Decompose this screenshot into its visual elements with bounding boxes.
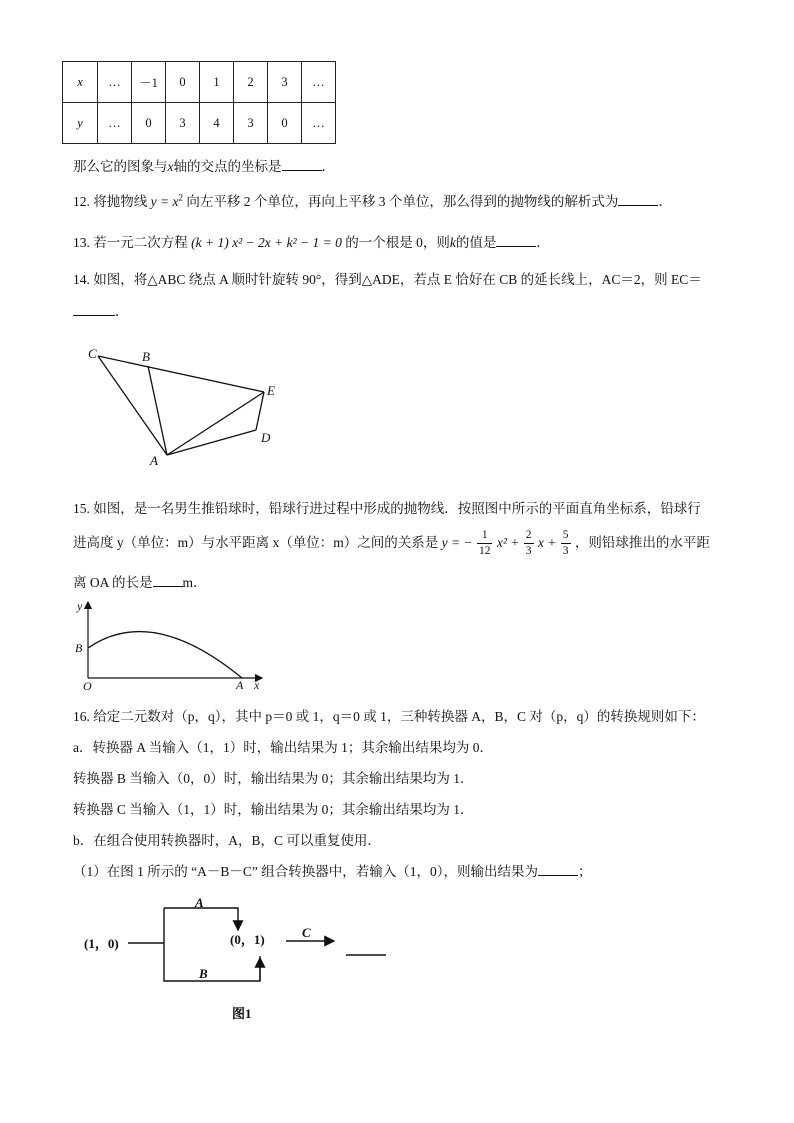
- question-16-rule-a: a．转换器 A 当输入（1，1）时，输出结果为 1；其余输出结果均为 0．: [73, 740, 493, 755]
- converter-figure: [80, 892, 400, 1027]
- table-cell: …: [302, 62, 336, 103]
- question-16-rule-b-note: b．在组合使用转换器时，A，B，C 可以重复使用．: [73, 833, 381, 848]
- answer-blank: [73, 314, 115, 316]
- answer-blank: [496, 245, 536, 247]
- table-cell: 3: [268, 62, 302, 103]
- table-cell: 3: [234, 103, 268, 144]
- table-cell: 0: [268, 103, 302, 144]
- table-header-y: y: [63, 103, 98, 144]
- label-converter-c: C: [302, 925, 311, 940]
- table-cell: －1: [132, 62, 166, 103]
- question-15-line1: 15. 如图，是一名男生推铅球时，铅球行进过程中形成的抛物线．按照图中所示的平面直角坐标系，铅球行: [73, 501, 701, 516]
- question-16-rule-c: 转换器 C 当输入（1，1）时，输出结果为 0；其余输出结果均为 1．: [73, 802, 474, 817]
- table-cell: …: [98, 103, 132, 144]
- table-header-x: x: [63, 62, 98, 103]
- fraction: $\frac{5}{3}$: [562, 528, 569, 558]
- label-x: x: [254, 678, 260, 692]
- fraction: $\frac{1}{12}$: [478, 528, 491, 558]
- segment-ce: [98, 356, 264, 392]
- segment-da: [167, 430, 256, 455]
- table-cell: 4: [200, 103, 234, 144]
- parabola-curve: [88, 632, 242, 678]
- segment-ae: [167, 392, 264, 455]
- question-14-blank-line: ．: [73, 300, 129, 320]
- label-a: A: [150, 453, 158, 468]
- table-cell: 2: [234, 62, 268, 103]
- table-cell: …: [98, 62, 132, 103]
- question-16-part1: （1）在图 1 所示的 “A－B－C” 组合转换器中，若输入（1，0），则输出结果为 ；: [73, 864, 592, 879]
- question-12: 12. 将抛物线 $y = x^2$ 向左平移 2 个单位，再向上平移 3 个单位，那么得到的抛物线的解析式为 ．: [73, 192, 672, 209]
- label-converter-a: A: [195, 895, 204, 910]
- table-row-y: [63, 103, 336, 144]
- label-e: E: [267, 383, 275, 398]
- question-13: 13. 若一元二次方程 (k + 1) x² − 2x + k² − 1 = 0 的一个根是 0，则k的值是 ．: [73, 235, 550, 250]
- table-cell: 3: [166, 103, 200, 144]
- label-c: C: [88, 346, 97, 361]
- q11-answer-line: 那么它的图象与x轴的交点的坐标是 ．: [73, 159, 335, 174]
- answer-blank: [153, 585, 183, 587]
- input-pair: (1，0): [84, 936, 119, 951]
- path-a: [164, 908, 238, 930]
- answer-blank: [538, 874, 578, 876]
- question-16-line1: 16. 给定二元数对（p，q），其中 p＝0 或 1，q＝0 或 1，三种转换器 A，B，C 对（p，q）的转换规则如下：: [73, 709, 705, 724]
- question-16-rule-b: 转换器 B 当输入（0，0）时，输出结果为 0；其余输出结果均为 1．: [73, 771, 474, 786]
- label-b: B: [142, 349, 150, 364]
- table-cell: …: [302, 103, 336, 144]
- figure-caption: 图1: [232, 1006, 252, 1021]
- equation: (k + 1) x² − 2x + k² − 1 = 0: [191, 235, 342, 250]
- table-cell: 1: [200, 62, 234, 103]
- table-row-x: [63, 62, 336, 103]
- answer-blank: [282, 169, 322, 171]
- label-a: A: [236, 678, 244, 692]
- parabola-figure: [72, 596, 272, 696]
- table-cell: 0: [166, 62, 200, 103]
- label-b: B: [75, 641, 83, 655]
- question-15-line3: 离 OA 的长是 m．: [73, 575, 207, 590]
- answer-blank: [618, 204, 658, 206]
- label-converter-b: B: [199, 966, 208, 981]
- value-table: [62, 61, 336, 144]
- segment-ed: [256, 392, 264, 430]
- label-o: O: [83, 679, 92, 693]
- question-14: 14. 如图，将△ABC 绕点 A 顺时针旋转 90°，得到△ADE，若点 E 恰好在 CB 的延长线上，AC＝2，则 EC＝: [73, 272, 702, 287]
- label-d: D: [261, 430, 271, 445]
- fraction: $\frac{2}{3}$: [525, 528, 532, 558]
- question-15-line2: 进高度 y（单位：m）与水平距离 x（单位：m）之间的关系是 y = − $\frac{1}{12}$ x² + $\frac{2}{3}$ x + $\frac{5}{3}$ ，则铅球推出的水平距: [73, 528, 710, 558]
- table-cell: 0: [132, 103, 166, 144]
- triangle-figure: [80, 342, 300, 472]
- label-y: y: [77, 599, 83, 613]
- middle-pair: (0，1): [230, 932, 265, 947]
